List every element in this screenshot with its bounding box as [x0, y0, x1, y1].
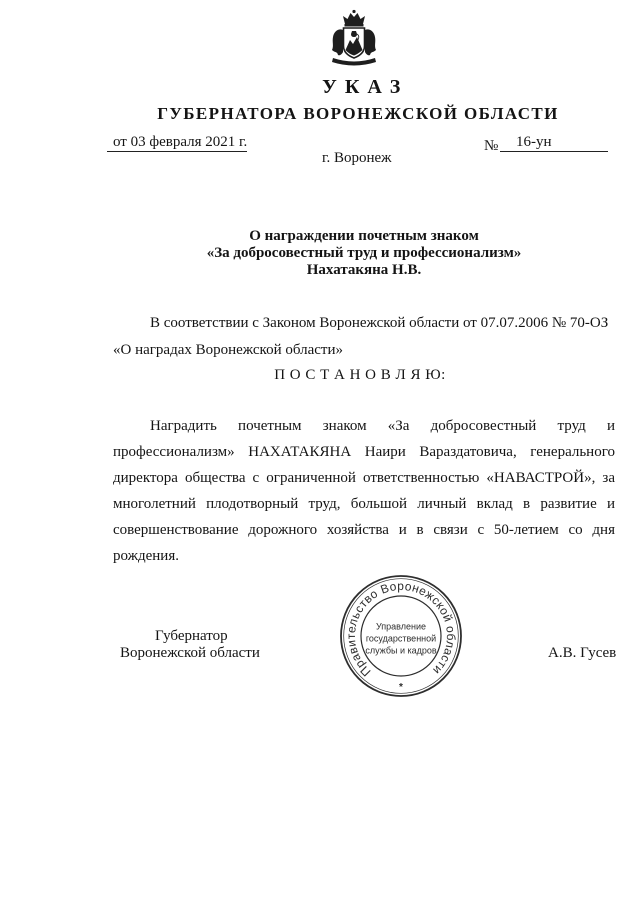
- coat-of-arms-icon: [328, 9, 380, 67]
- subject-line: Нахатакяна Н.В.: [306, 262, 422, 278]
- subject-line: «За добросовестный труд и профессионализм»: [206, 245, 522, 261]
- body-line: рождения.: [113, 548, 179, 564]
- subject-line: О награждении почетным знаком: [249, 228, 479, 244]
- number-text: 16-ун: [516, 134, 552, 150]
- official-stamp: [339, 574, 463, 698]
- body-paragraph: [113, 413, 615, 569]
- preamble-line: В соответствии с Законом Воронежской области от 07.07.2006 № 70-ОЗ: [150, 315, 609, 331]
- signatory-position: Воронежской области: [120, 645, 260, 661]
- date-field: [107, 133, 247, 152]
- preamble-line: «О наградах Воронежской области»: [113, 342, 344, 358]
- number-sign: №: [484, 138, 499, 154]
- document-title: У К А З: [322, 76, 402, 98]
- stamp-inner-line: государственной: [365, 633, 437, 644]
- body-line: Наградить почетным знаком «За добросовестный труд и: [150, 418, 615, 434]
- stamp-star-icon: *: [399, 682, 403, 693]
- body-line: профессионализм» НАХАТАКЯНА Наири Вараздатовича, генерального: [113, 444, 615, 460]
- subject-heading: [113, 228, 615, 279]
- stamp-inner-line: службы и кадров: [365, 645, 437, 656]
- date-text: от 03 февраля 2021 г.: [113, 134, 248, 150]
- body-line: директора общества с ограниченной ответственностью «НАВАСТРОЙ», за: [113, 470, 615, 486]
- place-text: г. Воронеж: [322, 150, 392, 166]
- body-line: совершенствование дорожного хозяйства и в связи с 50-летием со дня: [113, 522, 615, 538]
- document-issuer: ГУБЕРНАТОРА ВОРОНЕЖСКОЙ ОБЛАСТИ: [157, 104, 559, 123]
- stamp-inner-line: Управление: [375, 621, 427, 632]
- signatory-name: А.В. Гусев: [548, 645, 617, 661]
- body-line: многолетний плодотворный труд, большой личный вклад в развитие и: [113, 496, 615, 512]
- stamp-outer-text: Правительство Воронежской области: [343, 578, 459, 680]
- signatory-position: Губернатор: [155, 628, 228, 644]
- number-field: [500, 133, 608, 152]
- resolve-heading: П О С Т А Н О В Л Я Ю:: [274, 367, 446, 383]
